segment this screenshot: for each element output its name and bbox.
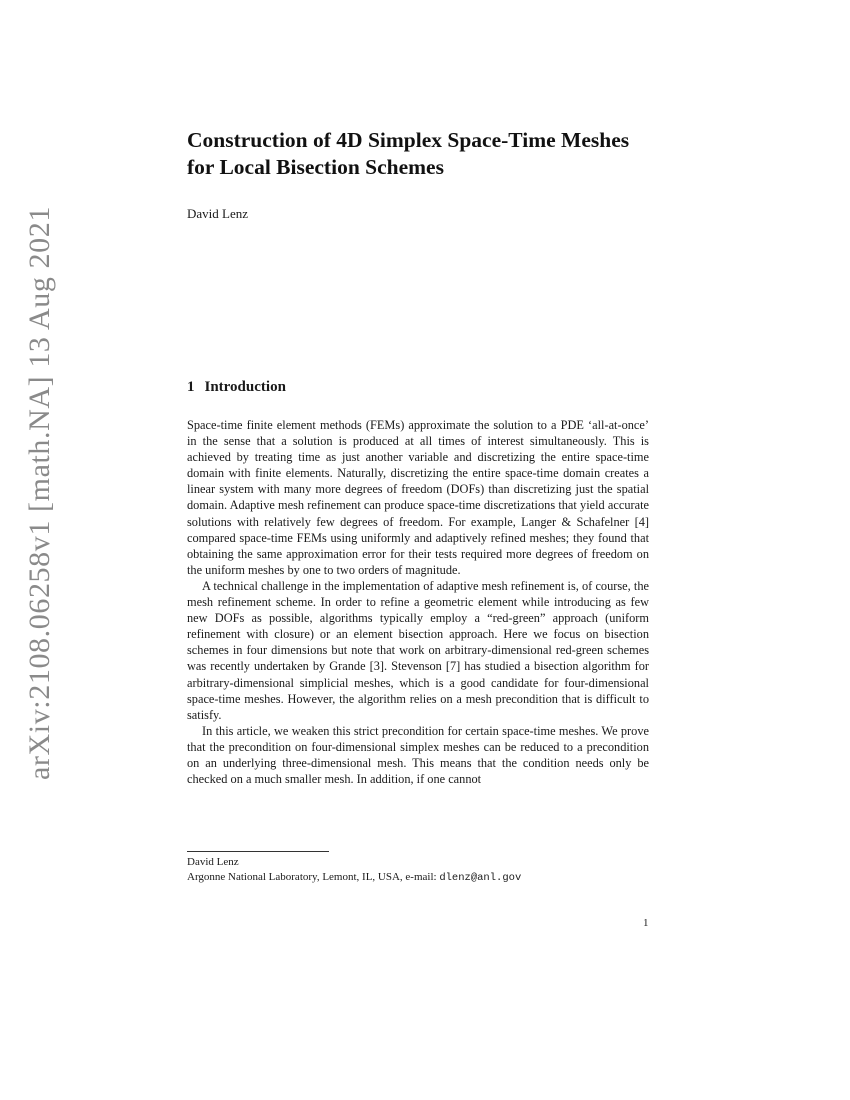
section-title: Introduction (204, 379, 286, 395)
footnote-affiliation-line (187, 870, 649, 886)
body-text (187, 417, 649, 787)
section-heading (187, 377, 286, 397)
footnote-affiliation: Argonne National Laboratory, Lemont, IL, USA, e-mail: (187, 871, 440, 883)
footnote-divider (187, 851, 329, 852)
section-number: 1 (187, 379, 195, 395)
title-line-1: Construction of 4D Simplex Space-Time Meshes (187, 128, 630, 152)
footnote (187, 855, 649, 886)
arxiv-identifier-stamp: arXiv:2108.06258v1 [math.NA] 13 Aug 2021 (23, 206, 56, 780)
paragraph-2: A technical challenge in the implementation of adaptive mesh refinement is, of course, the mesh refinement scheme. In order to refine a geometric element while introducing as few new DOFs as possible, algorithms typically employ a “red-green” approach (uniform refinement with closure) or an element bisection approach. Here we focus on bisection schemes in four dimensions but note that work on arbitrary-dimensional red-green schemes was recently undertaken by Grande [3]. Stevenson [7] has studied a bisection algorithm for arbitrary-dimensional simplicial meshes, which is a good candidate for four-dimensional space-time meshes. However, the algorithm relies on a mesh precondition that is difficult to satisfy. (187, 578, 649, 722)
page-number: 1 (643, 917, 649, 929)
author-name: David Lenz (187, 206, 249, 221)
paragraph-1: Space-time finite element methods (FEMs) approximate the solution to a PDE ‘all-at-once’ in the sense that a solution is produced at all times of interest simultaneously. This is achieved by treating time as just another variable and discretizing the entire space-time domain with finite elements. Naturally, discretizing the entire space-time domain creates a linear system with many more degrees of freedom (DOFs) than discretizing just the spatial domain. Adaptive mesh refinement can produce space-time discretizations that yield accurate solutions with relatively few degrees of freedom. For example, Langer & Schafelner [4] compared space-time FEMs using uniformly and adaptively refined meshes; they found that obtaining the same approximation error for their tests required more degrees of freedom on the uniform meshes by one to two orders of magnitude. (187, 418, 649, 577)
paper-title (187, 127, 687, 181)
paragraph-3: In this article, we weaken this strict precondition for certain space-time meshes. We prove that the precondition on four-dimensional simplex meshes can be reduced to a precondition on an underlying three-dimensional mesh. This means that the condition needs only be checked on a much smaller mesh. In addition, if one cannot (187, 723, 649, 787)
title-line-2: for Local Bisection Schemes (187, 155, 444, 179)
footnote-email: dlenz@anl.gov (439, 872, 522, 884)
footnote-author: David Lenz (187, 856, 239, 868)
